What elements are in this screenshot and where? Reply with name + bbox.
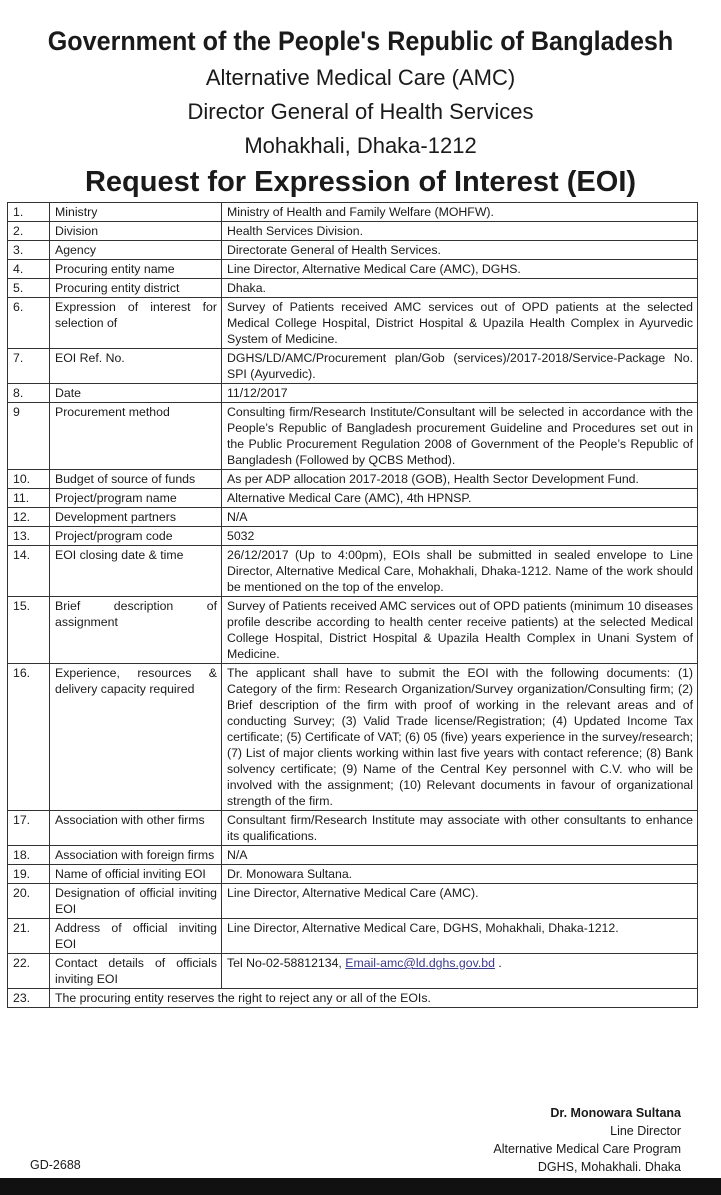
- row-label: Ministry: [50, 203, 222, 222]
- row-value: N/A: [222, 508, 698, 527]
- row-value: 26/12/2017 (Up to 4:00pm), EOIs shall be submitted in sealed envelope to Line Director, Alternative Medical Care, Mohakhali, Dhaka-1212. Name of the work should be mentioned on the top of the envelop.: [222, 546, 698, 597]
- contact-tel: Tel No-02-58812134,: [227, 956, 346, 970]
- row-label: Association with other firms: [50, 811, 222, 846]
- row-value: Consulting firm/Research Institute/Consultant will be selected in accordance with the People’s Republic of Bangladesh procurement Guideline and Procedures set out in the Public Procurement Regulation 2008 of Government of the People’s Republic of Bangladesh (Followed by QCBS Method).: [222, 403, 698, 470]
- row-label: Contact details of officials inviting EOI: [50, 954, 222, 989]
- table-row: [8, 470, 698, 489]
- row-number: 13.: [8, 527, 50, 546]
- row-value: 11/12/2017: [222, 384, 698, 403]
- row-value: The applicant shall have to submit the EOI with the following documents: (1) Category of the firm: Research Organization/Survey organization/Consulting firm; (2) Brief description of the firm with proof of working in the relevant areas and of conducting Survey; (3) Valid Trade license/Registration; (4) Updated Income Tax certificate; (5) Certificate of VAT; (6) 05 (five) years experience in the survey/research; (7) List of major clients working within last five years with contact reference; (8) Bank solvency certificate; (9) Name of the Central Key personnel with C.V. who will be involved with the assignment; (10) Relevant documents in favour of organizational strength of the firm.: [222, 664, 698, 811]
- row-label: Designation of official inviting EOI: [50, 884, 222, 919]
- contact-suffix: .: [494, 956, 502, 970]
- row-label: EOI closing date & time: [50, 546, 222, 597]
- row-label: Project/program code: [50, 527, 222, 546]
- table-row: [8, 884, 698, 919]
- row-label: Budget of source of funds: [50, 470, 222, 489]
- row-value: Alternative Medical Care (AMC), 4th HPNSP.: [222, 489, 698, 508]
- table-row: [8, 811, 698, 846]
- amc-heading: Alternative Medical Care (AMC): [205, 65, 516, 90]
- notice-title: Request for Expression of Interest (EOI): [84, 166, 637, 198]
- row-number: 4.: [8, 260, 50, 279]
- row-number: 5.: [8, 279, 50, 298]
- row-number: 17.: [8, 811, 50, 846]
- row-value: Ministry of Health and Family Welfare (MOHFW).: [222, 203, 698, 222]
- row-value: Health Services Division.: [222, 222, 698, 241]
- row-number: 16.: [8, 664, 50, 811]
- row-number: 21.: [8, 919, 50, 954]
- row-number: 10.: [8, 470, 50, 489]
- table-row: [8, 989, 698, 1008]
- row-value: Survey of Patients received AMC services out of OPD patients at the selected Medical College Hospital, District Hospital & Upazila Health Complex in Ayurvedic System of Medicine.: [222, 298, 698, 349]
- government-heading: Government of the People's Republic of Bangladesh: [47, 26, 674, 56]
- bottom-border: [0, 1178, 721, 1195]
- row-value: Line Director, Alternative Medical Care, DGHS, Mohakhali, Dhaka-1212.: [222, 919, 698, 954]
- table-row: [8, 546, 698, 597]
- table-row: [8, 865, 698, 884]
- row-number: 12.: [8, 508, 50, 527]
- table-row: [8, 664, 698, 811]
- signatory-designation: Line Director: [610, 1124, 681, 1138]
- table-row: [8, 298, 698, 349]
- footer-code: GD-2688: [30, 1158, 81, 1172]
- row-number: 2.: [8, 222, 50, 241]
- row-label: Procuring entity district: [50, 279, 222, 298]
- table-row: [8, 222, 698, 241]
- table-row: [8, 954, 698, 989]
- row-number: 15.: [8, 597, 50, 664]
- table-row: [8, 919, 698, 954]
- eoi-table: [7, 202, 698, 1008]
- contact-value: [222, 954, 698, 989]
- signatory-address: DGHS, Mohakhali. Dhaka: [537, 1160, 681, 1174]
- row-number: 7.: [8, 349, 50, 384]
- table-row: [8, 349, 698, 384]
- table-row: [8, 403, 698, 470]
- table-row: [8, 384, 698, 403]
- row-value: Survey of Patients received AMC services out of OPD patients (minimum 10 diseases profile describe according to health center receive patients) at the selected Medical College Hospital, District Hospital & Upazila Health Complex in Unani System of Medicine.: [222, 597, 698, 664]
- eoi-table-body: [8, 203, 698, 1008]
- row-label: Agency: [50, 241, 222, 260]
- contact-email-link[interactable]: Email-amc@ld.dghs.gov.bd: [345, 956, 495, 970]
- row-label: Association with foreign firms: [50, 846, 222, 865]
- row-number: 20.: [8, 884, 50, 919]
- row-number: 8.: [8, 384, 50, 403]
- table-row: [8, 846, 698, 865]
- table-row: [8, 489, 698, 508]
- table-row: [8, 527, 698, 546]
- table-row: [8, 260, 698, 279]
- row-number: 6.: [8, 298, 50, 349]
- row-number: 1.: [8, 203, 50, 222]
- row-label: Brief description of assignment: [50, 597, 222, 664]
- row-label: Project/program name: [50, 489, 222, 508]
- dghs-heading: Director General of Health Services: [187, 99, 534, 124]
- signature-block: [493, 1104, 681, 1176]
- row-label: Procuring entity name: [50, 260, 222, 279]
- row-value: Directorate General of Health Services.: [222, 241, 698, 260]
- row-label: Address of official inviting EOI: [50, 919, 222, 954]
- row-label: Name of official inviting EOI: [50, 865, 222, 884]
- table-row: [8, 279, 698, 298]
- table-row: [8, 508, 698, 527]
- row-label: Expression of interest for selection of: [50, 298, 222, 349]
- row-value: N/A: [222, 846, 698, 865]
- row-number: 11.: [8, 489, 50, 508]
- row-value: Consultant firm/Research Institute may associate with other consultants to enhance its qualifications.: [222, 811, 698, 846]
- row-label: Development partners: [50, 508, 222, 527]
- row-value: Dhaka.: [222, 279, 698, 298]
- row-number: 14.: [8, 546, 50, 597]
- row-number: 3.: [8, 241, 50, 260]
- row-label: Experience, resources & delivery capacity required: [50, 664, 222, 811]
- final-note: The procuring entity reserves the right to reject any or all of the EOIs.: [50, 989, 698, 1008]
- row-label: Procurement method: [50, 403, 222, 470]
- row-value: As per ADP allocation 2017-2018 (GOB), Health Sector Development Fund.: [222, 470, 698, 489]
- table-row: [8, 203, 698, 222]
- table-row: [8, 241, 698, 260]
- row-value: Line Director, Alternative Medical Care (AMC).: [222, 884, 698, 919]
- row-number: 18.: [8, 846, 50, 865]
- row-label: EOI Ref. No.: [50, 349, 222, 384]
- address-heading: Mohakhali, Dhaka-1212: [244, 133, 477, 158]
- signatory-program: Alternative Medical Care Program: [493, 1142, 681, 1156]
- row-number: 9: [8, 403, 50, 470]
- row-value: DGHS/LD/AMC/Procurement plan/Gob (services)/2017-2018/Service-Package No. SPI (Ayurvedic).: [222, 349, 698, 384]
- row-label: Date: [50, 384, 222, 403]
- row-value: Dr. Monowara Sultana.: [222, 865, 698, 884]
- row-number: 22.: [8, 954, 50, 989]
- row-value: 5032: [222, 527, 698, 546]
- signatory-name: Dr. Monowara Sultana: [550, 1106, 681, 1120]
- row-number: 19.: [8, 865, 50, 884]
- row-number: 23.: [8, 989, 50, 1008]
- row-value: Line Director, Alternative Medical Care (AMC), DGHS.: [222, 260, 698, 279]
- row-label: Division: [50, 222, 222, 241]
- table-row: [8, 597, 698, 664]
